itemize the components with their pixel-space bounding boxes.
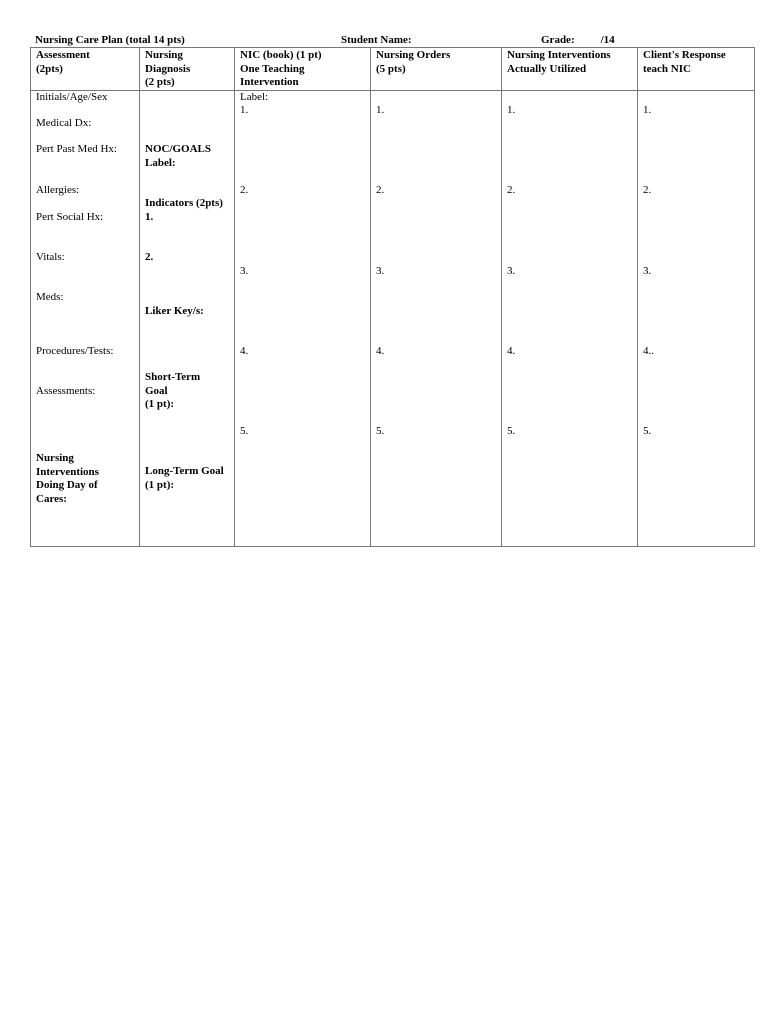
short-term-goal-label: Short-Term Goal (1 pt):	[145, 371, 201, 410]
order-item: 5.	[376, 425, 385, 437]
care-plan-title: Nursing Care Plan (total 14 pts)	[35, 34, 185, 46]
allergies-label: Allergies:	[36, 184, 80, 196]
header-clients-response: Client's Response teach NIC	[643, 49, 726, 75]
nursing-interventions-day-label: Nursing Interventions Doing Day of Cares:	[36, 452, 99, 505]
nic-item: 1.	[240, 104, 249, 116]
initials-age-sex-label: Initials/Age/Sex	[36, 91, 108, 103]
procedures-tests-label: Procedures/Tests:	[36, 345, 114, 357]
header-nic: NIC (book) (1 pt) One Teaching Intervention	[240, 49, 322, 88]
header-nursing-orders: Nursing Orders (5 pts)	[376, 49, 451, 75]
column-divider	[501, 48, 502, 546]
long-term-goal-label: Long-Term Goal (1 pt):	[145, 465, 224, 491]
grade-label: Grade:	[541, 34, 575, 46]
header-nursing-interventions: Nursing Interventions Actually Utilized	[507, 49, 611, 75]
intervention-item: 3.	[507, 265, 516, 277]
intervention-item: 5.	[507, 425, 516, 437]
intervention-item: 1.	[507, 104, 516, 116]
column-divider	[139, 48, 140, 546]
medical-dx-label: Medical Dx:	[36, 117, 92, 129]
response-item: 2.	[643, 184, 652, 196]
column-divider	[234, 48, 235, 546]
order-item: 3.	[376, 265, 385, 277]
response-item: 1.	[643, 104, 652, 116]
order-item: 4.	[376, 345, 385, 357]
noc-goals-label: NOC/GOALS Label:	[145, 143, 212, 169]
nic-item: 4.	[240, 345, 249, 357]
order-item: 2.	[376, 184, 385, 196]
indicator-2-label: 2.	[145, 251, 154, 263]
response-item: 3.	[643, 265, 652, 277]
nic-label: Label:	[240, 91, 269, 103]
grade-out-of: /14	[600, 34, 615, 46]
social-hx-label: Pert Social Hx:	[36, 211, 104, 223]
column-divider	[370, 48, 371, 546]
meds-label: Meds:	[36, 291, 64, 303]
column-divider	[637, 48, 638, 546]
intervention-item: 2.	[507, 184, 516, 196]
assessments-label: Assessments:	[36, 385, 96, 397]
header-nursing-diagnosis: Nursing Diagnosis (2 pts)	[145, 49, 191, 88]
vitals-label: Vitals:	[36, 251, 65, 263]
order-item: 1.	[376, 104, 385, 116]
liker-key-label: Liker Key/s:	[145, 305, 204, 317]
past-med-hx-label: Pert Past Med Hx:	[36, 143, 117, 155]
nic-item: 5.	[240, 425, 249, 437]
header-assessment: Assessment (2pts)	[36, 49, 90, 75]
care-plan-table	[30, 47, 755, 547]
response-item: 5.	[643, 425, 652, 437]
nic-item: 2.	[240, 184, 249, 196]
nic-item: 3.	[240, 265, 249, 277]
intervention-item: 4.	[507, 345, 516, 357]
response-item: 4..	[643, 345, 654, 357]
indicators-label: Indicators (2pts) 1.	[145, 197, 223, 223]
grade-field	[541, 34, 615, 46]
student-name-label: Student Name:	[341, 34, 412, 46]
